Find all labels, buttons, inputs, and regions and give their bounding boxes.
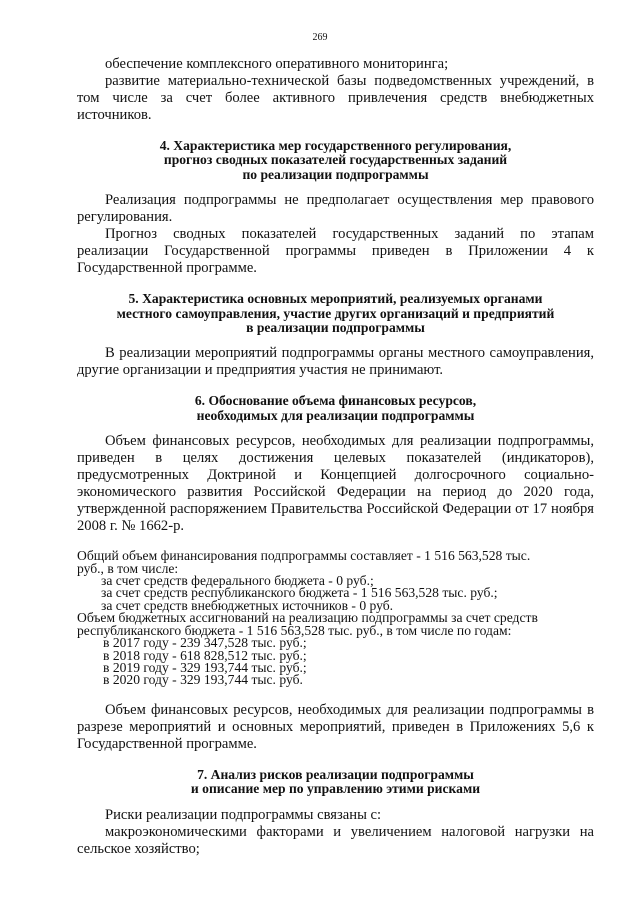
section6-heading (77, 394, 594, 423)
section7-heading-line: и описание мер по управлению этими рисками (190, 781, 481, 797)
section4-heading-line: 4. Характеристика мер государственного регулирования, (159, 138, 512, 153)
section7-paragraph: макроэкономическими факторами и увеличением налоговой нагрузки на сельское хозяйство; (77, 823, 594, 857)
section4-paragraph: Прогноз сводных показателей государственных заданий по этапам реализации Государственной программы приведен в Приложении 4 к Государственной программе. (77, 226, 594, 277)
financing-year: в 2017 году - 239 347,528 тыс. руб.; (103, 635, 307, 651)
financing-federal: за счет средств федерального бюджета - 0 руб.; (101, 573, 374, 589)
financing-block (77, 550, 594, 686)
financing-republic: за счет средств республиканского бюджета - 1 516 563,528 тыс. руб.; (101, 585, 498, 601)
section7-heading (77, 768, 594, 797)
page-body (77, 56, 594, 858)
section4-heading-line: прогноз сводных показателей государственных заданий (163, 152, 508, 168)
section6-heading-line: необходимых для реализации подпрограммы (196, 407, 475, 423)
section6-paragraph: Объем финансовых ресурсов, необходимых для реализации подпрограммы, приведен в целях достижения целевых показателей (индикаторов), предусмотренных Доктриной и Концепцией долгосрочного социально-экономического развития Российской Федерации на период до 2020 года, утвержденной распоряжением Правительства Российской Федерации от 17 ноября 2008 г. № 1662-р. (77, 433, 594, 535)
section4-paragraph: Реализация подпрограммы не предполагает осуществления мер правового регулирования. (77, 192, 594, 226)
section6-paragraph: Объем финансовых ресурсов, необходимых для реализации подпрограммы в разрезе мероприятий и основных мероприятий, приведен в Приложениях 5,6 к Государственной программе. (77, 701, 594, 752)
section5-paragraph: В реализации мероприятий подпрограммы органы местного самоуправления, другие организации и предприятия участия не принимают. (77, 345, 594, 379)
intro-line-1: обеспечение комплексного оперативного мониторинга; (105, 56, 449, 72)
section7-paragraph: Риски реализации подпрограммы связаны с: (105, 806, 382, 823)
financing-extrabudget: за счет средств внебюджетных источников - 0 руб. (101, 597, 394, 613)
section5-heading-line: в реализации подпрограммы (246, 320, 425, 336)
section4-heading-line: по реализации подпрограммы (242, 166, 429, 182)
section5-heading (77, 292, 594, 335)
page-number: 269 (312, 32, 328, 43)
financing-allocation: республиканского бюджета - 1 516 563,528 тыс. руб., в том числе по годам: (77, 622, 512, 638)
financing-year: в 2019 году - 329 193,744 тыс. руб.; (103, 659, 307, 675)
financing-total: руб., в том числе: (77, 560, 179, 576)
section7-heading-line: 7. Анализ рисков реализации подпрограммы (197, 766, 474, 782)
financing-allocation: Объем бюджетных ассигнований на реализацию подпрограммы за счет средств (77, 610, 538, 626)
intro-line-2: развитие материально-технической базы подведомственных учреждений, в том числе за счет более активного привлечения средств внебюджетных источников. (77, 73, 594, 123)
financing-year: в 2020 году - 329 193,744 тыс. руб. (103, 672, 303, 688)
section5-heading-line: 5. Характеристика основных мероприятий, реализуемых органами (128, 291, 543, 307)
financing-year: в 2018 году - 618 828,512 тыс. руб.; (103, 647, 307, 663)
section5-heading-line: местного самоуправления, участие других организаций и предприятий (116, 305, 555, 321)
financing-total: Общий объем финансирования подпрограммы составляет - 1 516 563,528 тыс. (77, 548, 531, 564)
section4-heading (77, 139, 594, 182)
section6-heading-line: 6. Обоснование объема финансовых ресурсов, (194, 393, 477, 409)
